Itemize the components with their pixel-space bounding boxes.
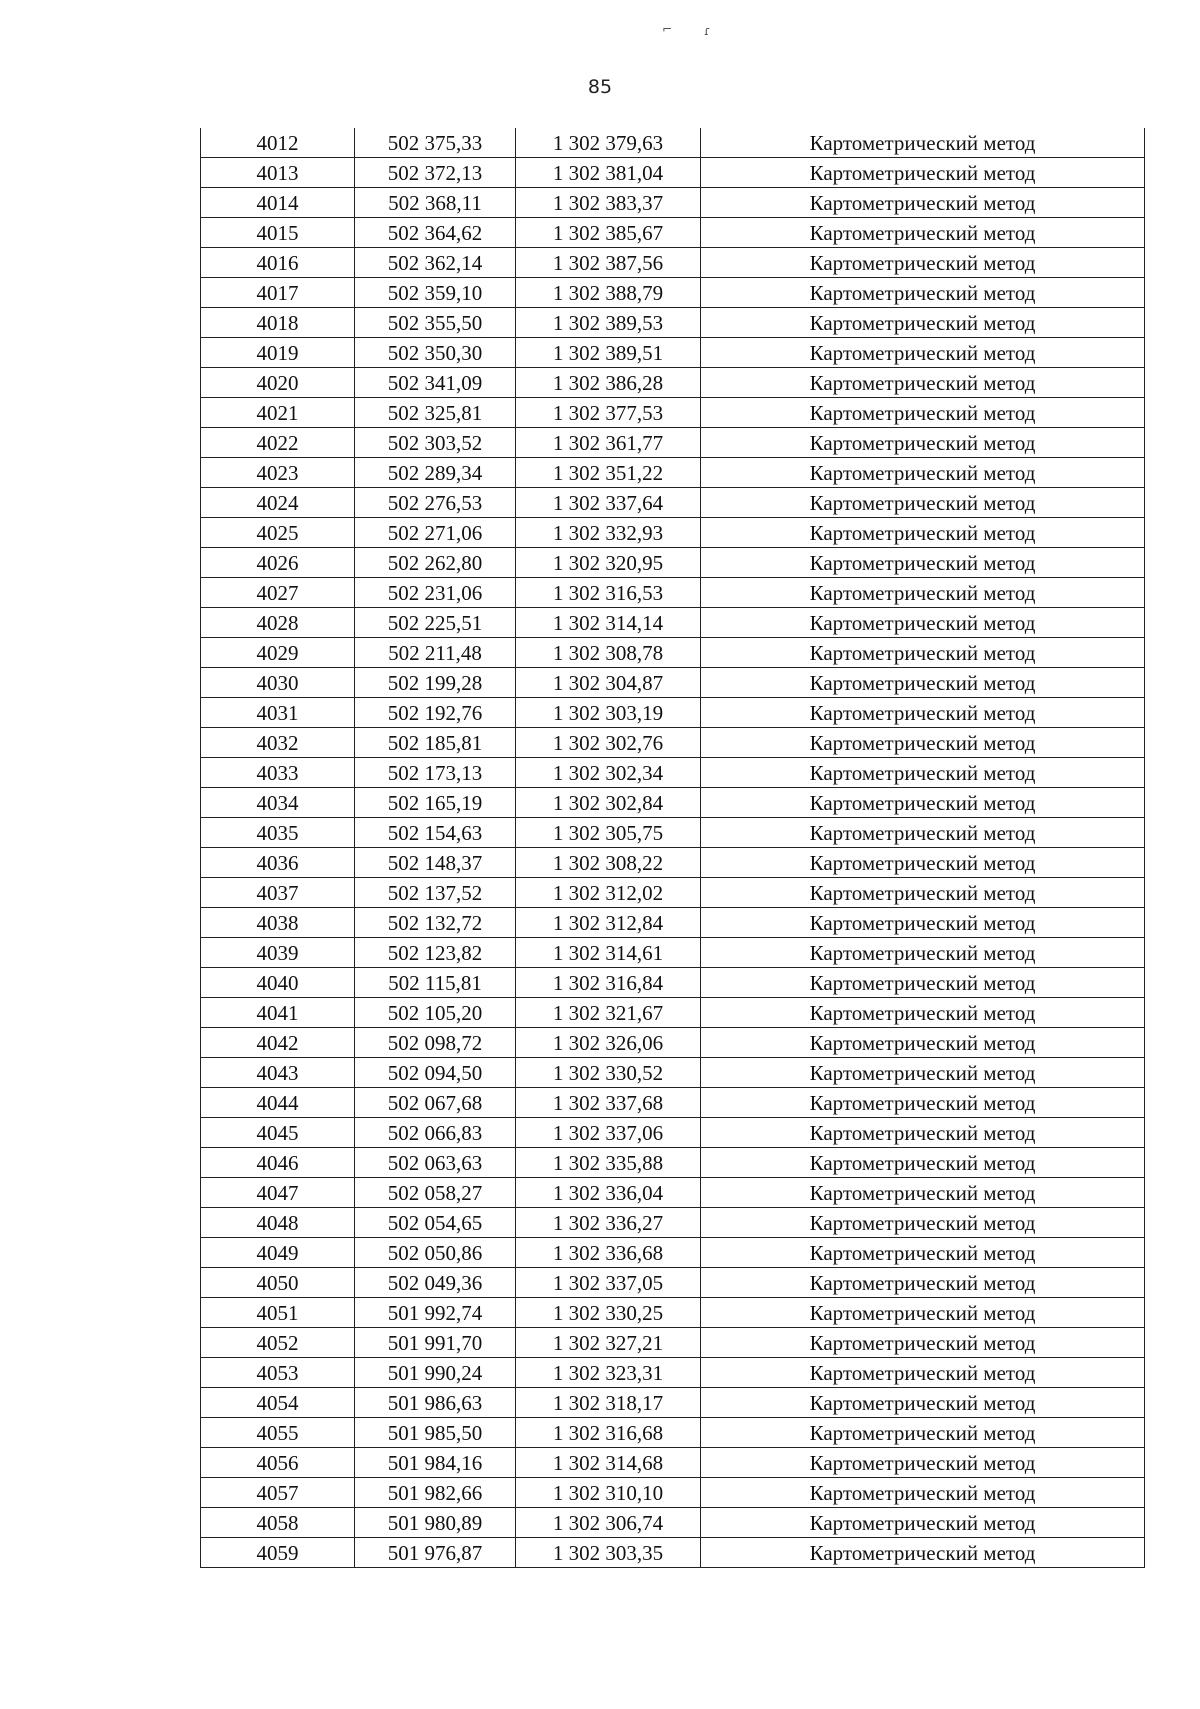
- point-number-cell: 4029: [201, 638, 355, 668]
- y-coordinate-cell: 1 302 337,05: [516, 1268, 701, 1298]
- y-coordinate-cell: 1 302 323,31: [516, 1358, 701, 1388]
- method-cell: Картометрический метод: [701, 908, 1145, 938]
- y-coordinate-cell: 1 302 337,68: [516, 1088, 701, 1118]
- y-coordinate-cell: 1 302 312,02: [516, 878, 701, 908]
- y-coordinate-cell: 1 302 351,22: [516, 458, 701, 488]
- x-coordinate-cell: 501 976,87: [355, 1538, 516, 1568]
- y-coordinate-cell: 1 302 379,63: [516, 128, 701, 158]
- x-coordinate-cell: 502 199,28: [355, 668, 516, 698]
- y-coordinate-cell: 1 302 336,27: [516, 1208, 701, 1238]
- method-cell: Картометрический метод: [701, 1058, 1145, 1088]
- y-coordinate-cell: 1 302 302,84: [516, 788, 701, 818]
- method-cell: Картометрический метод: [701, 1388, 1145, 1418]
- x-coordinate-cell: 502 375,33: [355, 128, 516, 158]
- method-cell: Картометрический метод: [701, 938, 1145, 968]
- x-coordinate-cell: 502 105,20: [355, 998, 516, 1028]
- method-cell: Картометрический метод: [701, 1538, 1145, 1568]
- method-cell: Картометрический метод: [701, 608, 1145, 638]
- table-row: [201, 158, 1145, 188]
- method-cell: Картометрический метод: [701, 728, 1145, 758]
- table-row: [201, 188, 1145, 218]
- table-row: [201, 1508, 1145, 1538]
- table-row: [201, 1388, 1145, 1418]
- point-number-cell: 4026: [201, 548, 355, 578]
- method-cell: Картометрический метод: [701, 1328, 1145, 1358]
- point-number-cell: 4058: [201, 1508, 355, 1538]
- x-coordinate-cell: 502 058,27: [355, 1178, 516, 1208]
- x-coordinate-cell: 502 211,48: [355, 638, 516, 668]
- table-row: [201, 668, 1145, 698]
- table-row: [201, 968, 1145, 998]
- point-number-cell: 4048: [201, 1208, 355, 1238]
- table-row: [201, 938, 1145, 968]
- point-number-cell: 4039: [201, 938, 355, 968]
- table-row: [201, 848, 1145, 878]
- point-number-cell: 4054: [201, 1388, 355, 1418]
- table-row: [201, 818, 1145, 848]
- x-coordinate-cell: 502 303,52: [355, 428, 516, 458]
- y-coordinate-cell: 1 302 361,77: [516, 428, 701, 458]
- scan-mark: ⌐: [662, 22, 673, 36]
- point-number-cell: 4056: [201, 1448, 355, 1478]
- x-coordinate-cell: 502 115,81: [355, 968, 516, 998]
- table-row: [201, 1478, 1145, 1508]
- point-number-cell: 4051: [201, 1298, 355, 1328]
- y-coordinate-cell: 1 302 316,53: [516, 578, 701, 608]
- point-number-cell: 4045: [201, 1118, 355, 1148]
- table-row: [201, 758, 1145, 788]
- table-row: [201, 1028, 1145, 1058]
- table-row: [201, 1088, 1145, 1118]
- point-number-cell: 4019: [201, 338, 355, 368]
- y-coordinate-cell: 1 302 377,53: [516, 398, 701, 428]
- y-coordinate-cell: 1 302 320,95: [516, 548, 701, 578]
- x-coordinate-cell: 502 173,13: [355, 758, 516, 788]
- point-number-cell: 4035: [201, 818, 355, 848]
- method-cell: Картометрический метод: [701, 1028, 1145, 1058]
- method-cell: Картометрический метод: [701, 578, 1145, 608]
- point-number-cell: 4041: [201, 998, 355, 1028]
- coordinates-table: [200, 128, 1145, 1568]
- point-number-cell: 4014: [201, 188, 355, 218]
- method-cell: Картометрический метод: [701, 1238, 1145, 1268]
- table-row: [201, 458, 1145, 488]
- x-coordinate-cell: 501 985,50: [355, 1418, 516, 1448]
- x-coordinate-cell: 502 054,65: [355, 1208, 516, 1238]
- x-coordinate-cell: 501 982,66: [355, 1478, 516, 1508]
- method-cell: Картометрический метод: [701, 698, 1145, 728]
- x-coordinate-cell: 501 990,24: [355, 1358, 516, 1388]
- table-row: [201, 278, 1145, 308]
- x-coordinate-cell: 502 262,80: [355, 548, 516, 578]
- table-row: [201, 1358, 1145, 1388]
- x-coordinate-cell: 502 098,72: [355, 1028, 516, 1058]
- point-number-cell: 4033: [201, 758, 355, 788]
- table-row: [201, 878, 1145, 908]
- point-number-cell: 4050: [201, 1268, 355, 1298]
- table-row: [201, 128, 1145, 158]
- table-row: [201, 338, 1145, 368]
- x-coordinate-cell: 501 984,16: [355, 1448, 516, 1478]
- table-row: [201, 308, 1145, 338]
- point-number-cell: 4040: [201, 968, 355, 998]
- x-coordinate-cell: 502 231,06: [355, 578, 516, 608]
- y-coordinate-cell: 1 302 308,22: [516, 848, 701, 878]
- x-coordinate-cell: 502 123,82: [355, 938, 516, 968]
- y-coordinate-cell: 1 302 303,19: [516, 698, 701, 728]
- y-coordinate-cell: 1 302 386,28: [516, 368, 701, 398]
- scan-mark: ɾ: [704, 24, 711, 38]
- method-cell: Картометрический метод: [701, 1178, 1145, 1208]
- point-number-cell: 4042: [201, 1028, 355, 1058]
- method-cell: Картометрический метод: [701, 1508, 1145, 1538]
- x-coordinate-cell: 502 372,13: [355, 158, 516, 188]
- coordinates-table-body: [201, 128, 1145, 1568]
- y-coordinate-cell: 1 302 318,17: [516, 1388, 701, 1418]
- table-row: [201, 578, 1145, 608]
- point-number-cell: 4049: [201, 1238, 355, 1268]
- y-coordinate-cell: 1 302 389,51: [516, 338, 701, 368]
- x-coordinate-cell: 502 050,86: [355, 1238, 516, 1268]
- y-coordinate-cell: 1 302 381,04: [516, 158, 701, 188]
- table-row: [201, 1538, 1145, 1568]
- table-row: [201, 1268, 1145, 1298]
- y-coordinate-cell: 1 302 314,68: [516, 1448, 701, 1478]
- table-row: [201, 548, 1145, 578]
- method-cell: Картометрический метод: [701, 548, 1145, 578]
- table-row: [201, 1208, 1145, 1238]
- table-row: [201, 1148, 1145, 1178]
- y-coordinate-cell: 1 302 314,14: [516, 608, 701, 638]
- method-cell: Картометрический метод: [701, 758, 1145, 788]
- point-number-cell: 4034: [201, 788, 355, 818]
- x-coordinate-cell: 501 980,89: [355, 1508, 516, 1538]
- method-cell: Картометрический метод: [701, 668, 1145, 698]
- y-coordinate-cell: 1 302 389,53: [516, 308, 701, 338]
- point-number-cell: 4059: [201, 1538, 355, 1568]
- y-coordinate-cell: 1 302 316,84: [516, 968, 701, 998]
- y-coordinate-cell: 1 302 335,88: [516, 1148, 701, 1178]
- point-number-cell: 4053: [201, 1358, 355, 1388]
- method-cell: Картометрический метод: [701, 308, 1145, 338]
- table-row: [201, 428, 1145, 458]
- y-coordinate-cell: 1 302 302,34: [516, 758, 701, 788]
- method-cell: Картометрический метод: [701, 458, 1145, 488]
- method-cell: Картометрический метод: [701, 638, 1145, 668]
- y-coordinate-cell: 1 302 312,84: [516, 908, 701, 938]
- table-row: [201, 1118, 1145, 1148]
- y-coordinate-cell: 1 302 383,37: [516, 188, 701, 218]
- point-number-cell: 4031: [201, 698, 355, 728]
- point-number-cell: 4046: [201, 1148, 355, 1178]
- table-row: [201, 608, 1145, 638]
- table-row: [201, 728, 1145, 758]
- point-number-cell: 4017: [201, 278, 355, 308]
- method-cell: Картометрический метод: [701, 848, 1145, 878]
- method-cell: Картометрический метод: [701, 788, 1145, 818]
- y-coordinate-cell: 1 302 303,35: [516, 1538, 701, 1568]
- table-row: [201, 248, 1145, 278]
- x-coordinate-cell: 502 289,34: [355, 458, 516, 488]
- method-cell: Картометрический метод: [701, 398, 1145, 428]
- x-coordinate-cell: 502 165,19: [355, 788, 516, 818]
- x-coordinate-cell: 502 271,06: [355, 518, 516, 548]
- x-coordinate-cell: 502 066,83: [355, 1118, 516, 1148]
- x-coordinate-cell: 502 350,30: [355, 338, 516, 368]
- table-row: [201, 998, 1145, 1028]
- method-cell: Картометрический метод: [701, 1358, 1145, 1388]
- table-row: [201, 518, 1145, 548]
- point-number-cell: 4025: [201, 518, 355, 548]
- x-coordinate-cell: 502 063,63: [355, 1148, 516, 1178]
- x-coordinate-cell: 502 276,53: [355, 488, 516, 518]
- y-coordinate-cell: 1 302 310,10: [516, 1478, 701, 1508]
- method-cell: Картометрический метод: [701, 998, 1145, 1028]
- y-coordinate-cell: 1 302 337,64: [516, 488, 701, 518]
- point-number-cell: 4020: [201, 368, 355, 398]
- y-coordinate-cell: 1 302 337,06: [516, 1118, 701, 1148]
- method-cell: Картометрический метод: [701, 1118, 1145, 1148]
- x-coordinate-cell: 501 992,74: [355, 1298, 516, 1328]
- method-cell: Картометрический метод: [701, 338, 1145, 368]
- point-number-cell: 4012: [201, 128, 355, 158]
- method-cell: Картометрический метод: [701, 1298, 1145, 1328]
- point-number-cell: 4015: [201, 218, 355, 248]
- y-coordinate-cell: 1 302 306,74: [516, 1508, 701, 1538]
- y-coordinate-cell: 1 302 387,56: [516, 248, 701, 278]
- y-coordinate-cell: 1 302 385,67: [516, 218, 701, 248]
- method-cell: Картометрический метод: [701, 1148, 1145, 1178]
- y-coordinate-cell: 1 302 332,93: [516, 518, 701, 548]
- point-number-cell: 4055: [201, 1418, 355, 1448]
- x-coordinate-cell: 502 185,81: [355, 728, 516, 758]
- method-cell: Картометрический метод: [701, 1418, 1145, 1448]
- y-coordinate-cell: 1 302 316,68: [516, 1418, 701, 1448]
- x-coordinate-cell: 502 368,11: [355, 188, 516, 218]
- x-coordinate-cell: 502 355,50: [355, 308, 516, 338]
- x-coordinate-cell: 502 225,51: [355, 608, 516, 638]
- y-coordinate-cell: 1 302 304,87: [516, 668, 701, 698]
- method-cell: Картометрический метод: [701, 248, 1145, 278]
- table-row: [201, 1328, 1145, 1358]
- point-number-cell: 4036: [201, 848, 355, 878]
- x-coordinate-cell: 502 341,09: [355, 368, 516, 398]
- method-cell: Картометрический метод: [701, 818, 1145, 848]
- point-number-cell: 4037: [201, 878, 355, 908]
- method-cell: Картометрический метод: [701, 1268, 1145, 1298]
- point-number-cell: 4024: [201, 488, 355, 518]
- y-coordinate-cell: 1 302 327,21: [516, 1328, 701, 1358]
- method-cell: Картометрический метод: [701, 488, 1145, 518]
- point-number-cell: 4044: [201, 1088, 355, 1118]
- y-coordinate-cell: 1 302 308,78: [516, 638, 701, 668]
- table-row: [201, 368, 1145, 398]
- x-coordinate-cell: 502 359,10: [355, 278, 516, 308]
- point-number-cell: 4027: [201, 578, 355, 608]
- point-number-cell: 4038: [201, 908, 355, 938]
- point-number-cell: 4018: [201, 308, 355, 338]
- method-cell: Картометрический метод: [701, 158, 1145, 188]
- page-number: 85: [587, 76, 613, 98]
- y-coordinate-cell: 1 302 388,79: [516, 278, 701, 308]
- method-cell: Картометрический метод: [701, 968, 1145, 998]
- point-number-cell: 4043: [201, 1058, 355, 1088]
- point-number-cell: 4013: [201, 158, 355, 188]
- table-row: [201, 1238, 1145, 1268]
- table-row: [201, 218, 1145, 248]
- y-coordinate-cell: 1 302 321,67: [516, 998, 701, 1028]
- method-cell: Картометрический метод: [701, 188, 1145, 218]
- point-number-cell: 4030: [201, 668, 355, 698]
- method-cell: Картометрический метод: [701, 1478, 1145, 1508]
- point-number-cell: 4057: [201, 1478, 355, 1508]
- x-coordinate-cell: 502 067,68: [355, 1088, 516, 1118]
- method-cell: Картометрический метод: [701, 218, 1145, 248]
- method-cell: Картометрический метод: [701, 1208, 1145, 1238]
- x-coordinate-cell: 501 986,63: [355, 1388, 516, 1418]
- x-coordinate-cell: 502 154,63: [355, 818, 516, 848]
- method-cell: Картометрический метод: [701, 1448, 1145, 1478]
- x-coordinate-cell: 502 364,62: [355, 218, 516, 248]
- y-coordinate-cell: 1 302 330,25: [516, 1298, 701, 1328]
- point-number-cell: 4052: [201, 1328, 355, 1358]
- method-cell: Картометрический метод: [701, 128, 1145, 158]
- x-coordinate-cell: 502 148,37: [355, 848, 516, 878]
- table-row: [201, 908, 1145, 938]
- point-number-cell: 4022: [201, 428, 355, 458]
- y-coordinate-cell: 1 302 305,75: [516, 818, 701, 848]
- y-coordinate-cell: 1 302 314,61: [516, 938, 701, 968]
- x-coordinate-cell: 501 991,70: [355, 1328, 516, 1358]
- method-cell: Картометрический метод: [701, 428, 1145, 458]
- x-coordinate-cell: 502 094,50: [355, 1058, 516, 1088]
- point-number-cell: 4023: [201, 458, 355, 488]
- table-row: [201, 698, 1145, 728]
- y-coordinate-cell: 1 302 326,06: [516, 1028, 701, 1058]
- point-number-cell: 4047: [201, 1178, 355, 1208]
- method-cell: Картометрический метод: [701, 368, 1145, 398]
- method-cell: Картометрический метод: [701, 878, 1145, 908]
- x-coordinate-cell: 502 362,14: [355, 248, 516, 278]
- table-row: [201, 1298, 1145, 1328]
- table-row: [201, 1058, 1145, 1088]
- method-cell: Картометрический метод: [701, 518, 1145, 548]
- method-cell: Картометрический метод: [701, 1088, 1145, 1118]
- table-row: [201, 638, 1145, 668]
- point-number-cell: 4028: [201, 608, 355, 638]
- y-coordinate-cell: 1 302 336,04: [516, 1178, 701, 1208]
- table-row: [201, 1448, 1145, 1478]
- x-coordinate-cell: 502 137,52: [355, 878, 516, 908]
- method-cell: Картометрический метод: [701, 278, 1145, 308]
- x-coordinate-cell: 502 325,81: [355, 398, 516, 428]
- table-row: [201, 1178, 1145, 1208]
- table-row: [201, 788, 1145, 818]
- table-row: [201, 398, 1145, 428]
- table-row: [201, 1418, 1145, 1448]
- point-number-cell: 4021: [201, 398, 355, 428]
- table-row: [201, 488, 1145, 518]
- x-coordinate-cell: 502 049,36: [355, 1268, 516, 1298]
- x-coordinate-cell: 502 132,72: [355, 908, 516, 938]
- point-number-cell: 4016: [201, 248, 355, 278]
- y-coordinate-cell: 1 302 302,76: [516, 728, 701, 758]
- y-coordinate-cell: 1 302 336,68: [516, 1238, 701, 1268]
- x-coordinate-cell: 502 192,76: [355, 698, 516, 728]
- y-coordinate-cell: 1 302 330,52: [516, 1058, 701, 1088]
- point-number-cell: 4032: [201, 728, 355, 758]
